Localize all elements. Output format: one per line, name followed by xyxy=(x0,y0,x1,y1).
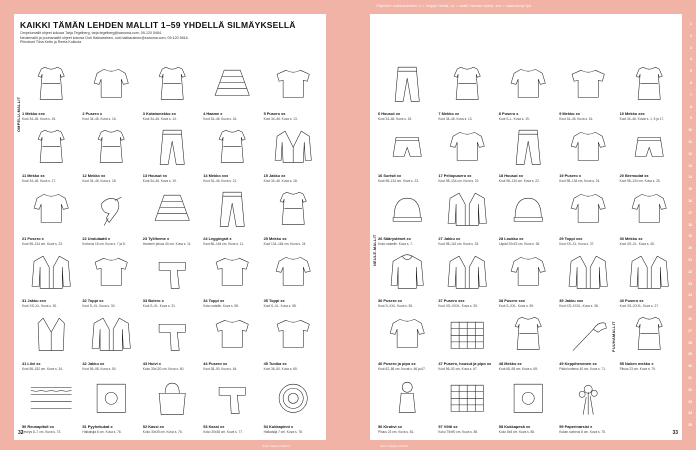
pattern-title: 46 Pusero ja pipo xx xyxy=(378,360,416,366)
pattern-item xyxy=(80,246,140,309)
pattern-item xyxy=(20,121,80,184)
pattern-item xyxy=(262,246,322,309)
pattern-sketch xyxy=(503,183,553,236)
pattern-title: 3 Kotalomekko xx xyxy=(142,110,176,116)
pattern-title: 52 Kassi xx xyxy=(142,423,164,429)
ruler-tick: 22 xyxy=(688,269,692,274)
pattern-meta: Koot 34–46. Kuva s. 18. xyxy=(82,179,117,184)
pattern-sketch xyxy=(207,308,257,361)
pattern-sketch xyxy=(207,371,257,424)
ruler-tick: 25 xyxy=(688,305,692,310)
pattern-sketch xyxy=(26,246,76,299)
pattern-meta: Koot 34–46. Kuva s. 16. xyxy=(82,116,117,121)
pattern-item xyxy=(618,121,678,184)
pattern-meta: Leveys 8–7 cm. Kuva s. 73. xyxy=(22,429,62,434)
pattern-item xyxy=(201,58,261,121)
ruler-tick: 33 xyxy=(688,399,692,404)
pattern-title: 43 Huivi x xyxy=(142,360,161,366)
page-number-left: 32 xyxy=(18,430,24,436)
pattern-item xyxy=(557,308,617,371)
pattern-item xyxy=(20,58,80,121)
pattern-title: 54 Kukkapinni x xyxy=(263,423,294,429)
ruler-tick: 9 xyxy=(690,116,692,121)
pattern-meta: Korkeus 15 cm. Kuva s. 7 ja 8. xyxy=(82,241,126,246)
section-label-craft: PUUHAMALLIT xyxy=(612,321,616,352)
pattern-item xyxy=(141,371,201,434)
pattern-meta: Koko naiselle. Kuva s. 7. xyxy=(378,241,413,246)
pattern-sketch xyxy=(563,121,613,174)
pattern-sketch xyxy=(268,308,318,361)
ruler-tick: 4 xyxy=(690,57,692,62)
pattern-item xyxy=(376,58,436,121)
left-page xyxy=(14,14,326,440)
pattern-item xyxy=(80,58,140,121)
pattern-sketch xyxy=(382,183,432,236)
ruler-tick: 27 xyxy=(688,328,692,333)
pattern-meta: Pään korkeus 40 cm. Kuva s. 71. xyxy=(559,366,606,371)
pattern-sketch xyxy=(207,58,257,111)
pattern-meta: Koot 34–46. Kuva s. 21. xyxy=(203,179,238,184)
pattern-meta: Koot 34–46. Kuva s. 13. xyxy=(438,116,473,121)
pattern-title: 23 Tylliheme x xyxy=(142,235,170,241)
pattern-title: 45 Tunika xx xyxy=(263,360,287,366)
pattern-sketch xyxy=(268,183,318,236)
pattern-title: 51 Pyyhekukat x xyxy=(82,423,113,429)
intro-line: Piirrokset Tiina Kettu ja Reeta Kukkola xyxy=(20,40,82,45)
ruler-tick: 5 xyxy=(690,69,692,74)
section-label-knit: NEULE-MALLIT xyxy=(373,234,377,266)
pattern-sketch xyxy=(207,121,257,174)
pattern-title: 13 Housut xx xyxy=(142,173,168,179)
pattern-item xyxy=(376,308,436,371)
pattern-sketch xyxy=(563,308,613,361)
pattern-meta: Koot S–XL. Kuva s. 30. xyxy=(82,304,116,309)
ruler-tick: 14 xyxy=(688,175,692,180)
pattern-title: 49 Keppihevonen xx xyxy=(559,360,597,366)
ruler-tick: 32 xyxy=(688,387,692,392)
pattern-meta: Koot 38–50. Kuva s. 64. xyxy=(203,366,238,371)
pattern-sketch xyxy=(624,183,674,236)
pattern-meta: Halkaisija 7 cm. Kuva s. 78. xyxy=(263,429,303,434)
footer-mark-left: Suuri Käsityö 4/2014 xyxy=(262,444,290,448)
ruler-tick: 35 xyxy=(688,423,692,428)
pattern-sketch xyxy=(503,58,553,111)
pattern-item xyxy=(557,58,617,121)
pattern-meta: Koot 98–134 cm. Kuva s. 23. xyxy=(378,179,419,184)
pattern-item xyxy=(141,183,201,246)
pattern-item xyxy=(201,183,261,246)
pattern-item xyxy=(497,371,557,434)
pattern-meta: Koot 34–46. Kuva s. 18. xyxy=(263,179,298,184)
pattern-title: 5 Pusero xx xyxy=(263,110,286,116)
pattern-meta: Pituus 23 cm. Kuva s. 79. xyxy=(619,366,656,371)
pattern-sketch xyxy=(86,183,136,236)
ruler-tick: 12 xyxy=(688,151,692,156)
pattern-sketch xyxy=(442,58,492,111)
pattern-sketch xyxy=(86,371,136,424)
pattern-title: 58 Kukkapesä xx xyxy=(498,423,531,429)
ruler-tick: 6 xyxy=(690,81,692,85)
pattern-item xyxy=(376,246,436,309)
pattern-sketch xyxy=(563,371,613,424)
pattern-sketch xyxy=(268,371,318,424)
pattern-meta: Koot XS–XL. Kuva s. 30. xyxy=(22,304,58,309)
edge-ruler xyxy=(686,22,692,442)
pattern-sketch xyxy=(382,58,432,111)
pattern-grid-left xyxy=(20,58,322,434)
pattern-title: 26 Säärystimet xx xyxy=(378,235,411,241)
pattern-title: 32 Toppi xx xyxy=(82,298,104,304)
pattern-sketch xyxy=(86,58,136,111)
pattern-sketch xyxy=(147,183,197,236)
pattern-title: 11 Mekko xx xyxy=(22,173,45,179)
pattern-meta: Koot 34–46. Kuva s. 16. xyxy=(203,116,238,121)
pattern-title: 27 Jakku xx xyxy=(438,235,461,241)
pattern-meta: Läpäd 20x15 cm. Kuva s. 36. xyxy=(498,241,541,246)
pattern-item xyxy=(436,183,496,246)
pattern-meta: Koot XS–XXXL. Kuva s. 27. xyxy=(619,304,659,309)
pattern-sketch xyxy=(503,121,553,174)
pattern-title: 38 Pusero xxx xyxy=(498,298,525,304)
pattern-sketch xyxy=(624,58,674,111)
section-label-sewing: OMPELU-MALLIT xyxy=(17,96,21,132)
pattern-meta: Koot 34–46. Kuva s. 17. xyxy=(22,179,57,184)
pattern-item xyxy=(436,308,496,371)
pattern-meta: Koko 30x38 cm. Kuva s. 77. xyxy=(203,429,243,434)
pattern-sketch xyxy=(147,121,197,174)
pattern-item xyxy=(557,121,617,184)
pattern-item xyxy=(618,308,678,371)
ruler-tick: 18 xyxy=(688,222,692,227)
pattern-title: 39 Jakku xxx xyxy=(559,298,584,304)
pattern-meta: Koot 98–134 cm. Kuva s. 22. xyxy=(498,179,540,184)
pattern-sketch xyxy=(147,308,197,361)
pattern-title: 24 Leggingsit x xyxy=(203,235,232,241)
ruler-tick: 26 xyxy=(688,317,692,321)
pattern-sketch xyxy=(624,246,674,299)
pattern-item xyxy=(436,58,496,121)
pattern-item xyxy=(557,183,617,246)
pattern-meta: Koot 34–46. Kuva s. 14. xyxy=(142,116,177,121)
pattern-item xyxy=(80,183,140,246)
pattern-meta: Hameen pituus 40 cm. Kuva s. 11. xyxy=(142,241,192,246)
pattern-title: 47 Pusero, housut ja pipo xx xyxy=(438,360,492,366)
pattern-item xyxy=(497,121,557,184)
pattern-sketch xyxy=(86,308,136,361)
pattern-meta: Koot S–XL. Kuva s. 31. xyxy=(142,304,176,309)
pattern-sketch xyxy=(442,371,492,424)
ruler-tick: 29 xyxy=(688,352,692,357)
pattern-item xyxy=(201,246,261,309)
ruler-tick: 10 xyxy=(688,128,692,133)
pattern-meta: Koot 34–46. Kuvat s. 1, 5 ja 17. xyxy=(619,116,665,121)
pattern-meta: Koko naisille. Kuva s. 58. xyxy=(203,304,239,309)
pattern-title: 1 Mekko xxx xyxy=(22,110,45,116)
pattern-sketch xyxy=(86,246,136,299)
pattern-sketch xyxy=(563,246,613,299)
pattern-sketch xyxy=(382,246,432,299)
footer-mark-right: Suuri Käsityö 4/2014 xyxy=(380,444,408,448)
pattern-item xyxy=(141,308,201,371)
pattern-item xyxy=(557,371,617,434)
pattern-title: 28 Loukku xx xyxy=(498,235,524,241)
pattern-item xyxy=(376,183,436,246)
ruler-tick: 34 xyxy=(688,411,692,416)
ruler-tick: 13 xyxy=(688,163,692,168)
pattern-title: 19 Pusero x xyxy=(559,173,582,179)
pattern-meta: Koot 34–46. Kuva s. 15. xyxy=(378,116,413,121)
pattern-item xyxy=(201,121,261,184)
pattern-item xyxy=(436,121,496,184)
pattern-item xyxy=(141,246,201,309)
pattern-sketch xyxy=(268,121,318,174)
pattern-item xyxy=(20,183,80,246)
pattern-meta: Koot 134–164 cm. Kuva s. 24. xyxy=(263,241,307,246)
pattern-sketch xyxy=(147,58,197,111)
pattern-meta: Koot S–XXL. Kuva s. 50. xyxy=(378,304,414,309)
pattern-item xyxy=(262,183,322,246)
pattern-item xyxy=(80,308,140,371)
pattern-item xyxy=(376,121,436,184)
pattern-sketch xyxy=(147,371,197,424)
pattern-item xyxy=(20,308,80,371)
pattern-item xyxy=(262,58,322,121)
ruler-tick: 15 xyxy=(688,187,692,192)
ruler-tick: 7 xyxy=(690,92,692,97)
pattern-sketch xyxy=(442,308,492,361)
pattern-sketch xyxy=(442,183,492,236)
pattern-item xyxy=(201,371,261,434)
pattern-title: 42 Jakku xx xyxy=(82,360,105,366)
pattern-title: 34 Toppi xx xyxy=(203,298,225,304)
pattern-item xyxy=(80,371,140,434)
ruler-tick: 21 xyxy=(688,258,692,262)
pattern-title: 15 Jakku xx xyxy=(263,173,286,179)
pattern-meta: Koot XS–XL. Kuva s. 37. xyxy=(559,241,595,246)
pattern-title: 31 Jakku xxx xyxy=(22,298,47,304)
pattern-title: 7 Mekko xx xyxy=(438,110,460,116)
pattern-sketch xyxy=(442,121,492,174)
pattern-title: 9 Mekko xx xyxy=(559,110,580,116)
ruler-tick: 19 xyxy=(688,234,692,239)
pattern-meta: Koot 98–134 cm. Kuva s. 24. xyxy=(559,179,601,184)
pattern-sketch xyxy=(503,371,553,424)
ruler-tick: 1 xyxy=(690,22,692,26)
pattern-title: 50 Reunapitsit xx xyxy=(22,423,55,429)
pattern-meta: Koot 62–86 cm. Kuvat s. 66 ja 67. xyxy=(378,366,426,371)
pattern-sketch xyxy=(26,58,76,111)
pattern-sketch xyxy=(26,183,76,236)
pattern-sketch xyxy=(382,371,432,424)
pattern-sketch xyxy=(268,58,318,111)
pattern-meta: Koko 75x90 cm. Kuva s. 85. xyxy=(438,429,479,434)
pattern-title: 30 Mekko xx xyxy=(619,235,643,241)
pattern-item xyxy=(20,371,80,434)
pattern-title: 25 Mekko xx xyxy=(263,235,287,241)
pattern-item xyxy=(618,246,678,309)
pattern-meta: Koot S–XXL. Kuva s. 59. xyxy=(498,304,534,309)
pattern-sketch xyxy=(442,246,492,299)
pattern-title: 20 Bermudat xx xyxy=(619,173,649,179)
pattern-meta: Koot 34–46. Kuva s. 13. xyxy=(263,116,298,121)
pattern-item xyxy=(436,246,496,309)
pattern-title: 53 Kassi xx xyxy=(203,423,225,429)
pattern-item xyxy=(141,121,201,184)
pattern-sketch xyxy=(26,371,76,424)
pattern-title: 37 Pusero xxx xyxy=(438,298,465,304)
intro-text xyxy=(20,31,189,45)
pattern-meta: Koot 34–46. Kuva s. 19. xyxy=(142,179,177,184)
pattern-meta: Koot 98–134 cm. Kuva s. 25. xyxy=(619,179,661,184)
pattern-meta: Pituus 23 cm. Kuva s. 81. xyxy=(378,429,415,434)
pattern-item xyxy=(376,371,436,434)
pattern-item xyxy=(497,58,557,121)
pattern-meta: Koot 98–134 cm. Kuva s. 22. xyxy=(438,179,480,184)
pattern-sketch xyxy=(503,246,553,299)
ruler-tick: 11 xyxy=(688,140,692,144)
ruler-tick: 8 xyxy=(690,104,692,109)
intro-line: Ompelumallit ohjeet kokosa Tarja Tegelberg, tarja.tegelberg@sanoma.com, 09-120 5464. xyxy=(20,31,162,35)
pattern-meta: Halkaisija 6 cm. Kuva s. 76. xyxy=(82,429,122,434)
pattern-meta: Koot 68–98 cm. Kuva s. 69. xyxy=(498,366,538,371)
pattern-title: 22 Undulaatti x xyxy=(82,235,111,241)
pattern-meta: Koot 34–46. Kuva s. 15. xyxy=(22,116,57,121)
ruler-tick: 17 xyxy=(688,210,692,215)
pattern-title: 36 Pusero xx xyxy=(378,298,403,304)
pattern-title: 48 Mekko xx xyxy=(498,360,522,366)
pattern-item xyxy=(20,246,80,309)
pattern-meta: Koot 98–152 cm. Kuva s. 34. xyxy=(22,366,63,371)
pattern-sketch xyxy=(624,308,674,361)
pattern-title: 59 Paperinarsisi x xyxy=(559,423,593,429)
pattern-sketch xyxy=(563,183,613,236)
pattern-title: 8 Pusero x xyxy=(498,110,519,116)
pattern-item xyxy=(557,246,617,309)
page-number-right: 33 xyxy=(672,430,678,436)
pattern-title: 18 Housut xx xyxy=(498,173,524,179)
ruler-tick: 30 xyxy=(688,364,692,369)
pattern-sketch xyxy=(86,121,136,174)
pattern-title: 17 Pellopusero xx xyxy=(438,173,472,179)
pattern-meta: Koot XS–XL. Kuva s. 45. xyxy=(619,241,655,246)
ruler-tick: 24 xyxy=(688,293,692,298)
right-page xyxy=(370,14,682,440)
pattern-item xyxy=(262,371,322,434)
pattern-title: 56 Kirahvi xx xyxy=(378,423,403,429)
pattern-meta: Koot S–L. Kuva s. 19. xyxy=(498,116,530,121)
pattern-sketch xyxy=(26,308,76,361)
pattern-title: 57 Viltti xx xyxy=(438,423,458,429)
pattern-item xyxy=(497,183,557,246)
pattern-title: 35 Toppi xx xyxy=(263,298,285,304)
pattern-sketch xyxy=(26,121,76,174)
pattern-meta: Koot S–XL. Kuva s. 58. xyxy=(263,304,297,309)
ruler-tick: 31 xyxy=(688,376,692,380)
pattern-sketch xyxy=(147,246,197,299)
page-title: KAIKKI TÄMÄN LEHDEN MALLIT 1–59 YHDELLÄ SILMÄYKSELLÄ xyxy=(20,20,296,30)
pattern-title: 14 Mekko xxx xyxy=(203,173,229,179)
pattern-title: 40 Pusero xx xyxy=(619,298,644,304)
ruler-tick: 3 xyxy=(690,45,692,50)
ruler-tick: 2 xyxy=(690,33,692,38)
ruler-tick: 23 xyxy=(688,281,692,286)
pattern-sketch xyxy=(624,121,674,174)
pattern-item xyxy=(262,121,322,184)
pattern-meta: Koko 30x35 cm. Kuva s. 76. xyxy=(142,429,183,434)
pattern-title: 29 Toppi xxx xyxy=(559,235,583,241)
pattern-meta: Koko 8x8 cm. Kuva s. 88. xyxy=(498,429,535,434)
pattern-meta: Koot 86–164 cm. Kuva s. 11. xyxy=(203,241,244,246)
pattern-item xyxy=(80,121,140,184)
pattern-title: 12 Mekko xx xyxy=(82,173,106,179)
pattern-meta: Koot 34–46. Kuva s. 16. xyxy=(559,116,594,121)
pattern-title: 55 Nuken mekko x xyxy=(619,360,654,366)
pattern-title: 21 Pusero x xyxy=(22,235,44,241)
pattern-item xyxy=(262,308,322,371)
pattern-item xyxy=(618,58,678,121)
pattern-sketch xyxy=(207,183,257,236)
pattern-meta: Koot 36–50. Kuva s. 65. xyxy=(263,366,298,371)
pattern-sketch xyxy=(503,308,553,361)
pattern-item xyxy=(497,308,557,371)
running-head: Ohjeiden vaikeusasteet: x = helppo tehdä, xx = vaatii hieman taitoa, xxx = vaativampi työ xyxy=(376,4,532,8)
pattern-title: 44 Pusero xx xyxy=(203,360,228,366)
pattern-meta: Koot 98–116 cm. Kuva s. 33. xyxy=(438,241,480,246)
ruler-tick: 20 xyxy=(688,246,692,251)
pattern-sketch xyxy=(563,58,613,111)
pattern-meta: Koot 56–92 cm. Kuva s. 67. xyxy=(438,366,478,371)
pattern-sketch xyxy=(207,246,257,299)
pattern-meta: Koot 98–134 cm. Kuva s. 23. xyxy=(22,241,63,246)
pattern-title: 6 Housut xx xyxy=(378,110,401,116)
pattern-item xyxy=(201,308,261,371)
pattern-title: 16 Sortsit xx xyxy=(378,173,402,179)
pattern-sketch xyxy=(382,121,432,174)
pattern-sketch xyxy=(268,246,318,299)
pattern-meta: Koot XS–XXXL. Kuva s. 38. xyxy=(559,304,599,309)
pattern-sketch xyxy=(382,308,432,361)
pattern-meta: Koko 30x120 cm. Kuva s. 60. xyxy=(142,366,185,371)
pattern-item xyxy=(141,58,201,121)
pattern-meta: Koot 56–98. Kuva s. 50. xyxy=(82,366,117,371)
ruler-tick: 16 xyxy=(688,199,692,203)
pattern-meta: Koot XS–XXXL. Kuva s. 39. xyxy=(438,304,478,309)
pattern-title: 33 Bolero x xyxy=(142,298,164,304)
pattern-grid-right xyxy=(376,58,678,434)
pattern-item xyxy=(497,246,557,309)
pattern-meta: Kukan korkeus 8 cm. Kuva s. 75. xyxy=(559,429,606,434)
pattern-item xyxy=(436,371,496,434)
pattern-title: 2 Pusero x xyxy=(82,110,103,116)
pattern-title: 10 Mekko xxx xyxy=(619,110,645,116)
intro-line: Neulemallit ja puuhamallit ohjeet kokosa Outi Hakkarainen, outi.hakkarainen@sanoma.com, 09-120 5816. xyxy=(20,35,189,40)
ruler-tick: 28 xyxy=(688,340,692,345)
pattern-title: 4 Haame x xyxy=(203,110,223,116)
pattern-item xyxy=(618,183,678,246)
pattern-title: 41 Liivi xx xyxy=(22,360,41,366)
